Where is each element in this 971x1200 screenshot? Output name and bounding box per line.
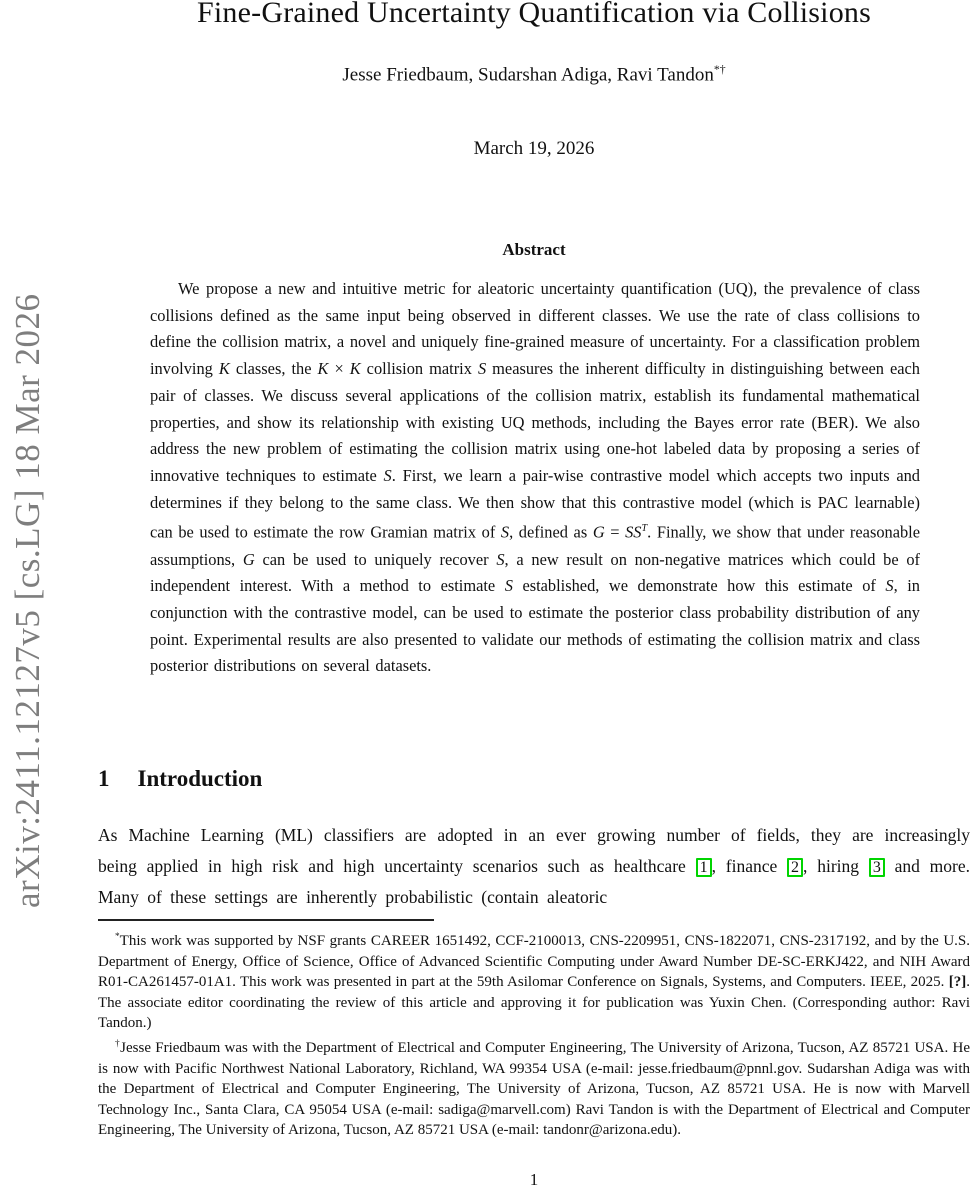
text-run: SS [625, 522, 642, 542]
footnote-affiliations [98, 1034, 970, 1141]
introduction-paragraph [98, 820, 970, 913]
text-run: This work was supported by NSF grants CAREER 1651492, CCF-2100013, CNS-2209951, CNS-1822071, CNS-2317192, and by the U.S. Department of Energy, Office of Science, Office of Advanced Scientific Computing under Award Number DE-SC-ERKJ422, and NIH Award R01-CA261457-01A1. This work was presented in part at the 59th Asilomar Conference on Signals, Systems, and Computers. IEEE, 2025. [98, 933, 970, 991]
text-run: K [218, 359, 230, 379]
text-run: * [115, 932, 120, 942]
text-run: Jesse Friedbaum was with the Department of Electrical and Computer Engineering, The University of Arizona, Tucson, AZ 85721 USA. He is now with Pacific Northwest National Laboratory, Richland, WA 99354 USA (e-mail: jesse.friedbaum@pnnl.gov. Sudarshan Adiga was with the Department of Electrical and Computer Engineering, The University of Arizona, Tucson, AZ 85721 USA. He is now with Marvell Technology Inc., Santa Clara, CA 95054 USA (e-mail: sadiga@marvell.com) Ravi Tandon is with the Department of Electrical and Computer Engineering, The University of Arizona, Tucson, AZ 85721 USA (e-mail: tandonr@arizona.edu). [98, 1039, 970, 1139]
text-run: collision matrix [360, 359, 478, 379]
text-run: , finance [711, 856, 788, 876]
text-run: . First, we learn a pair-wise contrastive model which accepts two inputs and determines if they belong to the same class. We then show that this contrastive model (which is PAC learnable) can be used to estimate the row Gramian matrix of [150, 465, 920, 542]
citation-link[interactable]: 3 [869, 858, 885, 877]
author-names: Jesse Friedbaum, Sudarshan Adiga, Ravi Tandon [342, 64, 714, 86]
text-run: can be used to uniquely recover [254, 549, 497, 569]
text-run: [?] [948, 974, 967, 991]
text-run: classes, the [229, 359, 318, 379]
paper-date: March 19, 2026 [473, 138, 595, 159]
text-run: , defined as [509, 522, 593, 542]
author-footnote-marks: *† [713, 63, 726, 76]
text-run: G [592, 522, 605, 542]
text-run: established, we demonstrate how this estimate of [512, 576, 886, 596]
text-run: † [115, 1038, 121, 1049]
text-run: and more. Many of these settings are inherently probabilistic (contain aleatoric [98, 856, 970, 907]
author-line [98, 63, 970, 86]
paper-title: Fine-Grained Uncertainty Quantification via Collisions [197, 0, 871, 29]
text-run: We propose a new and intuitive metric for aleatoric uncertainty quantification (UQ), the prevalence of class collisions defined as the same input being observed in different classes. We use the rate of class collisions to define the collision matrix, a novel and uniquely fine-grained measure of uncertainty. For a classification problem involving [150, 279, 920, 379]
footnotes-block [98, 927, 970, 1141]
text-run: measures the inherent difficulty in distinguishing between each pair of classes. We discuss several applications of the collision matrix, establish its fundamental mathematical properties, and show its relationship with existing UQ methods, including the Bayes error rate (BER). We also address the new problem of estimating the collision matrix using one-hot labeled data by proposing a series of innovative techniques to estimate [150, 359, 920, 485]
section-title: Introduction [137, 766, 263, 791]
text-run: , a new result on non-negative matrices which could be of independent interest. With a method to estimate [150, 549, 921, 596]
text-run: = [604, 522, 626, 542]
section-number: 1 [98, 766, 110, 791]
text-run: T [641, 523, 648, 535]
arxiv-watermark: arXiv:2411.12127v5 [cs.LG] 18 Mar 2026 [8, 293, 47, 908]
abstract-text [150, 276, 920, 680]
text-run: K [349, 359, 361, 379]
text-run: . The associate editor coordinating the review of this article and approving it for publication was Yuxin Chen. (Corresponding author: Ravi Tandon.) [98, 974, 970, 1032]
text-run: S [477, 359, 487, 379]
text-run: K [317, 359, 329, 379]
footnote-rule [98, 919, 434, 921]
abstract-heading: Abstract [502, 240, 566, 259]
section-heading-introduction [98, 766, 970, 792]
text-run: S [500, 522, 510, 542]
text-run: As Machine Learning (ML) classifiers are adopted in an ever growing number of fields, they are increasingly being applied in high risk and high uncertainty scenarios such as healthcare [98, 825, 970, 876]
text-run: S [504, 576, 513, 596]
citation-link[interactable]: 1 [696, 858, 712, 877]
text-run: . Finally, we show that under reasonable assumptions, [150, 522, 921, 569]
text-run: × [328, 359, 350, 379]
text-run: S [496, 549, 505, 569]
text-run: S [885, 576, 894, 596]
footnote-funding [98, 927, 970, 1034]
page-number: 1 [529, 1170, 539, 1189]
text-run: , in conjunction with the contrastive model, can be used to estimate the posterior class probability distribution of any point. Experimental results are also presented to validate our methods of estimating the collision matrix and class posterior distributions on several datasets. [150, 576, 920, 676]
text-run: G [242, 549, 255, 569]
text-run: , hiring [803, 856, 869, 876]
text-run: S [383, 465, 392, 485]
citation-link[interactable]: 2 [787, 858, 803, 877]
